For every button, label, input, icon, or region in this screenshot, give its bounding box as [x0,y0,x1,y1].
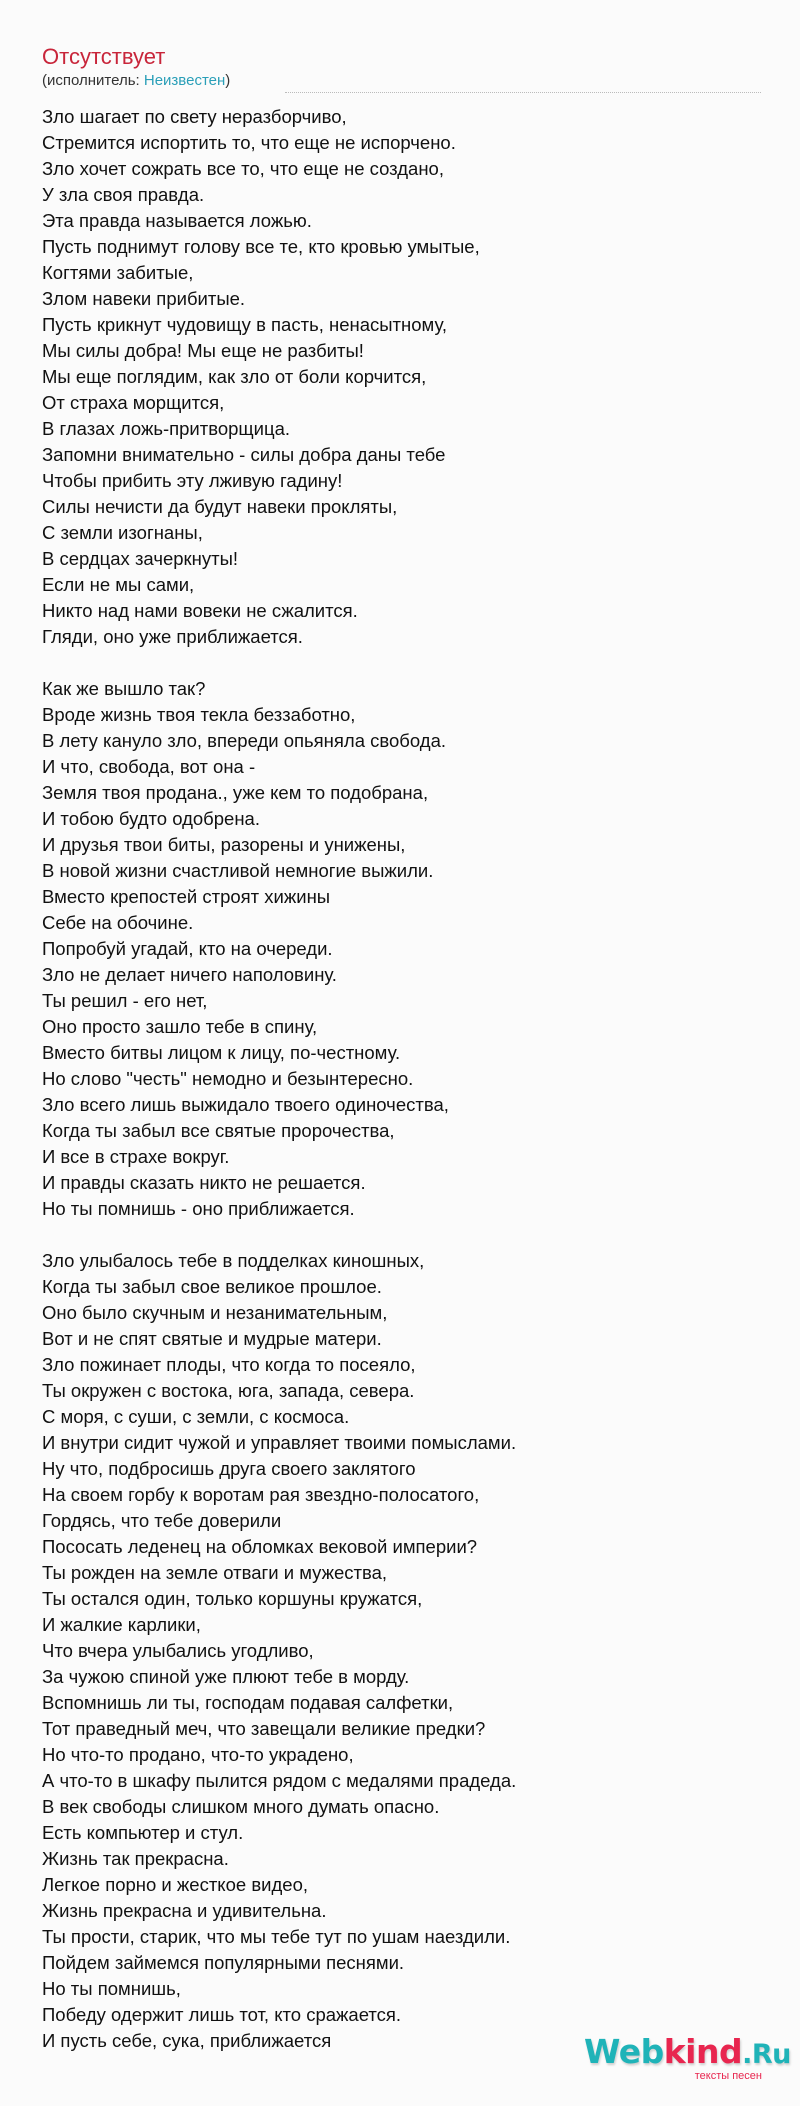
lyric-line: Себе на обочине. [42,912,194,933]
artist-suffix: ) [225,72,231,89]
lyric-line: Когтями забитые, [42,262,194,283]
artist-prefix: (исполнитель: [42,72,144,89]
lyric-line: Легкое порно и жесткое видео, [42,1874,308,1895]
lyric-line: И жалкие карлики, [42,1614,201,1635]
lyric-line: Оно было скучным и незанимательным, [42,1302,388,1323]
lyrics-body [42,104,762,2054]
lyric-line: Запомни внимательно - силы добра даны тебе [42,444,446,465]
lyric-line: Но ты помнишь, [42,1978,181,1999]
logo-wordmark [584,2032,791,2075]
lyric-line: Но ты помнишь - оно приближается. [42,1198,355,1219]
lyric-line: Ты окружен с востока, юга, запада, севера. [42,1380,415,1401]
lyric-line: Вспомнишь ли ты, господам подавая салфетки, [42,1692,454,1713]
lyric-line: Тот праведный меч, что завещали великие предки? [42,1718,486,1739]
lyric-line: Земля твоя продана., уже кем то подобрана, [42,782,429,803]
title-divider [285,92,761,93]
logo-part-web: Web [584,2032,664,2071]
stanza-break [42,650,762,676]
lyric-line: Пусть крикнут чудовищу в пасть, ненасытному, [42,314,447,335]
lyric-line: Ты остался один, только коршуны кружатся, [42,1588,423,1609]
lyric-line: Мы силы добра! Мы еще не разбиты! [42,340,364,361]
lyric-line: Зло пожинает плоды, что когда то посеяло, [42,1354,416,1375]
lyric-line: Как же вышло так? [42,678,206,699]
lyric-line: Жизнь так прекрасна. [42,1848,229,1869]
lyric-line: От страха морщится, [42,392,225,413]
lyric-line: И все в страхе вокруг. [42,1146,230,1167]
lyric-line: Зло всего лишь выжидало твоего одиночества, [42,1094,449,1115]
webkind-logo[interactable] [584,2032,791,2084]
lyric-line: Ты прости, старик, что мы тебе тут по ушам наездили. [42,1926,511,1947]
lyric-line: С моря, с суши, с земли, с космоса. [42,1406,350,1427]
lyric-line: Зло хочет сожрать все то, что еще не создано, [42,158,444,179]
logo-part-kind: kind [663,2032,743,2071]
lyric-line: И тобою будто одобрена. [42,808,260,829]
lyric-line: Зло не делает ничего наполовину. [42,964,337,985]
lyric-line: Когда ты забыл свое великое прошлое. [42,1276,382,1297]
lyric-line: Гордясь, что тебе доверили [42,1510,282,1531]
logo-part-ru: .Ru [742,2039,791,2070]
lyric-line: Стремится испортить то, что еще не испорчено. [42,132,456,153]
lyric-line: Ты рожден на земле отваги и мужества, [42,1562,388,1583]
lyric-line: В глазах ложь-притворщица. [42,418,291,439]
artist-link[interactable]: Неизвестен [143,72,226,89]
lyric-line: С земли изогнаны, [42,522,203,543]
lyric-line: Попробуй угадай, кто на очереди. [42,938,333,959]
lyric-line: Зло улыбалось тебе в подделках киношных, [42,1250,425,1271]
artist-line [42,71,230,91]
stanza-break [42,1222,762,1248]
lyric-line: Мы еще поглядим, как зло от боли корчится, [42,366,427,387]
lyric-line: Оно просто зашло тебе в спину, [42,1016,318,1037]
lyric-line: Злом навеки прибитые. [42,288,246,309]
lyric-line: И внутри сидит чужой и управляет твоими помыслами. [42,1432,517,1453]
lyric-line: И правды сказать никто не решается. [42,1172,366,1193]
lyric-line: Вроде жизнь твоя текла беззаботно, [42,704,356,725]
song-title: Отсутствует [42,44,166,69]
lyric-line: Вот и не спят святые и мудрые матери. [42,1328,382,1349]
lyric-line: Зло шагает по свету неразборчиво, [42,106,347,127]
lyric-line: Вместо битвы лицом к лицу, по-честному. [42,1042,401,1063]
lyric-line: И пусть себе, сука, приближается [42,2030,332,2051]
lyric-line: Эта правда называется ложью. [42,210,312,231]
lyric-line: Никто над нами вовеки не сжалится. [42,600,358,621]
lyric-line: Если не мы сами, [42,574,195,595]
lyric-line: Что вчера улыбались угодливо, [42,1640,314,1661]
lyric-line: Вместо крепостей строят хижины [42,886,331,907]
lyric-line: Есть компьютер и стул. [42,1822,244,1843]
lyric-line: Гляди, оно уже приближается. [42,626,303,647]
lyric-line: И что, свобода, вот она - [42,756,256,777]
lyric-line: Пойдем займемся популярными песнями. [42,1952,405,1973]
lyric-line: И друзья твои биты, разорены и унижены, [42,834,406,855]
lyric-line: Когда ты забыл все святые пророчества, [42,1120,395,1141]
lyric-line: Но что-то продано, что-то украдено, [42,1744,354,1765]
lyric-line: Пусть поднимут голову все те, кто кровью умытые, [42,236,480,257]
lyric-line: Ну что, подбросишь друга своего заклятого [42,1458,416,1479]
lyric-line: А что-то в шкафу пылится рядом с медалями прадеда. [42,1770,517,1791]
lyric-line: Победу одержит лишь тот, кто сражается. [42,2004,402,2025]
lyric-line: В лету кануло зло, впереди опьяняла свобода. [42,730,447,751]
lyric-line: Пососать леденец на обломках вековой империи? [42,1536,478,1557]
lyric-line: В новой жизни счастливой немногие выжили. [42,860,434,881]
lyric-line: Силы нечисти да будут навеки прокляты, [42,496,398,517]
logo-tagline: тексты песен [694,2070,762,2082]
lyric-line: Чтобы прибить эту лживую гадину! [42,470,343,491]
lyric-line: У зла своя правда. [42,184,205,205]
lyric-line: Но слово "честь" немодно и безынтересно. [42,1068,414,1089]
lyric-line: За чужою спиной уже плюют тебе в морду. [42,1666,410,1687]
lyric-line: Ты решил - его нет, [42,990,208,1011]
lyric-line: На своем горбу к воротам рая звездно-полосатого, [42,1484,480,1505]
lyric-line: В сердцах зачеркнуты! [42,548,239,569]
lyric-line: В век свободы слишком много думать опасно. [42,1796,440,1817]
lyric-line: Жизнь прекрасна и удивительна. [42,1900,327,1921]
